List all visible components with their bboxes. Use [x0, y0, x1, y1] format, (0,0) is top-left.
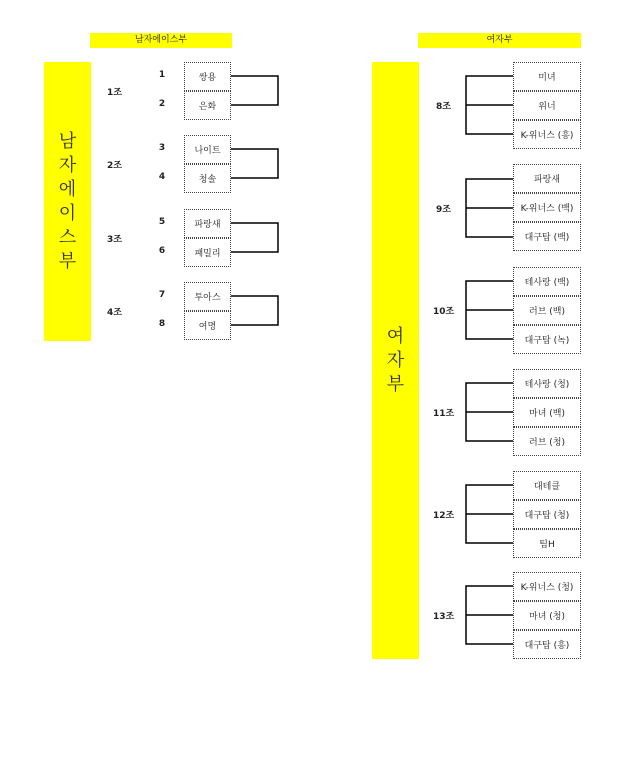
entry-number: 8	[158, 319, 166, 329]
entry-number: 4	[158, 172, 166, 182]
team-cell: 미녀	[513, 62, 581, 91]
men-side-char: 부	[58, 250, 77, 272]
men-group-label: 2조	[107, 161, 122, 171]
team-cell: 러브 (청)	[513, 427, 581, 456]
team-cell: 나이트	[184, 135, 231, 164]
team-cell: 마녀 (백)	[513, 398, 581, 427]
men-group-label: 1조	[107, 88, 122, 98]
team-cell: K-위너스 (흥)	[513, 120, 581, 149]
team-cell: K-위너스 (청)	[513, 572, 581, 601]
team-cell: 대구탑 (녹)	[513, 325, 581, 354]
entry-number: 6	[158, 246, 166, 256]
men-side-char: 자	[58, 154, 77, 176]
team-cell: 대구탑 (청)	[513, 500, 581, 529]
entry-number: 3	[158, 143, 166, 153]
entry-number: 5	[158, 217, 166, 227]
entry-number: 1	[158, 70, 166, 80]
men-header: 남자에이스부	[90, 33, 232, 48]
women-side-char: 자	[386, 349, 405, 371]
team-cell: 파랑새	[513, 164, 581, 193]
entry-number: 2	[158, 99, 166, 109]
team-cell: 청솔	[184, 164, 231, 193]
team-cell: 위너	[513, 91, 581, 120]
men-group-label: 4조	[107, 308, 122, 318]
team-cell: 테사랑 (청)	[513, 369, 581, 398]
team-cell: 팀H	[513, 529, 581, 558]
team-cell: 마녀 (청)	[513, 601, 581, 630]
women-group-label: 13조	[433, 612, 455, 622]
team-cell: K-위너스 (백)	[513, 193, 581, 222]
team-cell: 패밀리	[184, 238, 231, 267]
men-side-char: 남	[58, 130, 77, 152]
team-cell: 대구탑 (백)	[513, 222, 581, 251]
team-cell: 대테클	[513, 471, 581, 500]
women-group-label: 8조	[436, 102, 451, 112]
women-side-char: 여	[386, 325, 405, 347]
men-side-char: 이	[58, 202, 77, 224]
women-group-label: 10조	[433, 307, 455, 317]
men-side-char: 에	[58, 178, 77, 200]
team-cell: 여명	[184, 311, 231, 340]
men-side-char: 스	[58, 226, 77, 248]
team-cell: 쌍용	[184, 62, 231, 91]
team-cell: 테사랑 (백)	[513, 267, 581, 296]
team-cell: 파랑새	[184, 209, 231, 238]
team-cell: 투아스	[184, 282, 231, 311]
entry-number: 7	[158, 290, 166, 300]
team-cell: 은화	[184, 91, 231, 120]
team-cell: 대구탑 (흥)	[513, 630, 581, 659]
women-header: 여자부	[418, 33, 581, 48]
women-group-label: 9조	[436, 205, 451, 215]
team-cell: 러브 (백)	[513, 296, 581, 325]
men-group-label: 3조	[107, 235, 122, 245]
women-group-label: 11조	[433, 409, 455, 419]
women-group-label: 12조	[433, 511, 455, 521]
women-side-char: 부	[386, 373, 405, 395]
